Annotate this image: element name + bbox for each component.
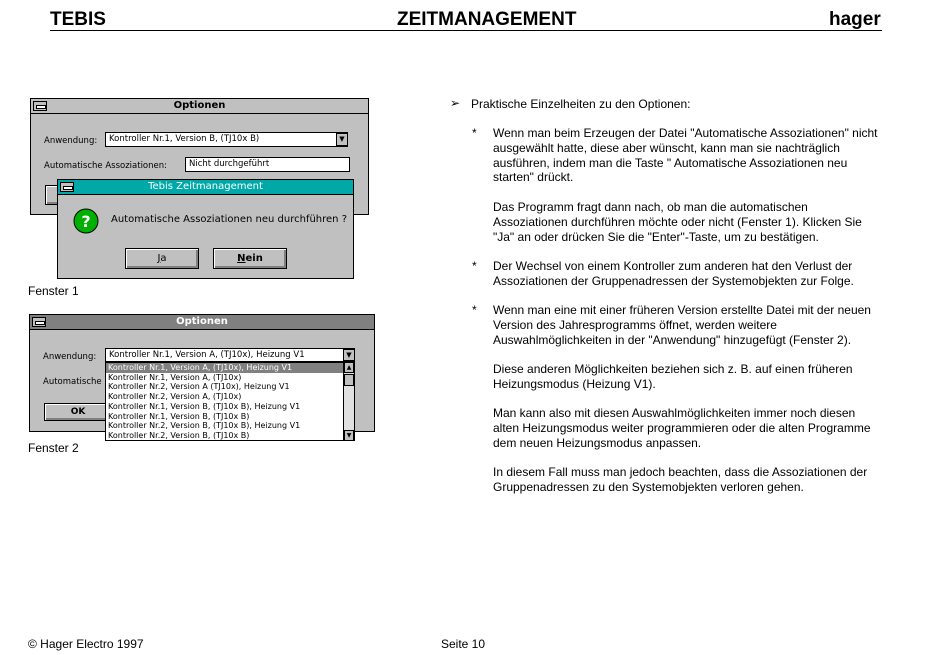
text-line: Der Wechsel von einem Kontroller zum anderen hat den Verlust der [493,259,853,273]
window1-titlebar [31,99,368,114]
text-line: Das Programm fragt dann nach, ob man die automatischen [493,200,808,214]
text-line: In diesem Fall muss man jedoch beachten, dass die Assoziationen der [493,465,868,479]
header-rule [50,30,882,31]
no-mnemonic: N [237,253,246,264]
list-item[interactable]: Kontroller Nr.2, Version B, (TJ10x B) [108,430,250,440]
scroll-down-arrow-icon[interactable]: ▼ [344,430,354,441]
text-line: Diese anderen Möglichkeiten beziehen sich z. B. auf einen früheren [493,362,853,376]
bullet1-para1 [493,126,893,185]
bullet-star: * [472,303,477,317]
caption-fenster1: Fenster 1 [28,284,79,298]
intro-text: Praktische Einzelheiten zu den Optionen: [471,97,691,111]
text-line: dem neuen Heizungsmodus anpassen. [493,435,702,450]
text-line: starten" drückt. [493,170,574,185]
anwendung-label: Anwendung: [44,136,98,146]
scroll-up-arrow-icon[interactable]: ▲ [344,362,354,373]
window2-anwendung-select[interactable]: Kontroller Nr.1, Version A, (TJ10x), Heizung V1 [105,348,355,362]
question-icon [73,208,99,234]
window2-titlebar [30,315,374,330]
dropdown-items [106,363,354,441]
window2-system-menu-icon[interactable] [32,317,46,327]
dialog-title: Tebis Zeitmanagement [148,181,263,192]
window2-dropdown-arrow-icon[interactable]: ▼ [343,349,355,361]
no-label: ein [245,253,263,264]
bullet-star: * [472,126,477,140]
bullet1-para2 [493,200,893,244]
list-item[interactable]: Kontroller Nr.1, Version A, (TJ10x), Heizung V1 [106,363,354,373]
text-line: Wenn man beim Erzeugen der Datei "Automatische Assoziationen" nicht [493,126,878,140]
window1-title: Optionen [173,100,226,111]
list-item[interactable]: Kontroller Nr.2, Version A, (TJ10x) [108,392,242,402]
ok-button[interactable]: OK [44,403,112,421]
text-line: "Ja" an oder drücken Sie die "Enter"-Taste, um zu bestätigen. [493,229,819,244]
text-line: Assoziationen durchführen möchte oder nicht (Fenster 1). Klicken Sie [493,214,862,229]
list-item[interactable]: Kontroller Nr.1, Version B, (TJ10x B) [108,411,250,421]
header-left: TEBIS [50,9,106,30]
text-line: Assoziationen der Gruppenadressen der Systemobjekten zur Folge. [493,273,854,288]
yes-mnemonic: J [157,253,161,264]
list-scrollbar[interactable] [343,363,354,440]
footer-copyright: © Hager Electro 1997 [28,637,144,651]
yes-button[interactable] [125,248,199,269]
window2-title: Optionen [176,316,228,327]
svg-text:?: ? [81,212,91,231]
system-menu-icon[interactable] [33,101,47,111]
text-line: ausführen, indem man die Taste " Automatische Assoziationen neu [493,155,848,170]
anwendung-select[interactable]: Kontroller Nr.1, Version B, (TJ10x B) [105,132,348,147]
scroll-thumb[interactable] [344,374,354,386]
text-line: ausgewählt hatte, diese aber wünscht, kann man sie nachträglich [493,140,840,155]
list-item[interactable]: Kontroller Nr.2, Version A (TJ10x), Heizung V1 [108,382,290,392]
caption-fenster2: Fenster 2 [28,441,79,455]
text-line: Wenn man eine mit einer früheren Version erstellte Datei mit der neuen [493,303,871,317]
bullet-star: * [472,259,477,273]
arrow-bullet-icon: ➢ [450,96,461,110]
text-line: alten Heizungsmodus weiter programmieren oder die alten Programme [493,420,871,435]
assoc-value: Nicht durchgeführt [185,157,350,172]
window2-anwendung-label: Anwendung: [43,352,97,362]
text-line: Heizungsmodus (Heizung V1). [493,376,656,391]
yes-label: a [160,253,167,264]
header-brand: hager [829,9,881,30]
list-item[interactable]: Kontroller Nr.1, Version B, (TJ10x B), Heizung V1 [108,401,301,411]
dropdown-arrow-icon[interactable]: ▼ [336,133,348,146]
bullet3-para1 [493,303,893,347]
text-line: Version des Jahresprogramms öffnet, werden weitere [493,317,777,332]
anwendung-dropdown-list[interactable] [105,362,355,441]
confirm-dialog [57,179,354,279]
text-line: Man kann also mit diesen Auswahlmöglichkeiten immer noch diesen [493,406,856,420]
dialog-system-menu-icon[interactable] [60,182,74,192]
assoc-label: Automatische Assoziationen: [44,161,168,171]
no-button[interactable] [213,248,287,269]
dialog-message: Automatische Assoziationen neu durchführen ? [111,214,348,225]
text-line: Gruppenadressen zu den Systemobjekten verloren gehen. [493,479,804,494]
bullet3-para2 [493,362,893,392]
bullet3-para3 [493,406,893,450]
bullet2-para1 [493,259,893,289]
window2-optionen [29,314,375,440]
window2-assoc-label: Automatische [43,377,102,387]
footer-page-number: Seite 10 [441,637,486,651]
dialog-titlebar [58,180,353,195]
list-item[interactable]: Kontroller Nr.2, Version B, (TJ10x B), Heizung V1 [108,421,301,431]
bullet3-para4 [493,465,893,495]
text-line: Auswahlmöglichkeiten in der "Anwendung" hinzugefügt (Fenster 2). [493,332,852,347]
list-item[interactable]: Kontroller Nr.1, Version A, (TJ10x) [108,372,242,382]
header-title: ZEITMANAGEMENT [397,9,577,30]
